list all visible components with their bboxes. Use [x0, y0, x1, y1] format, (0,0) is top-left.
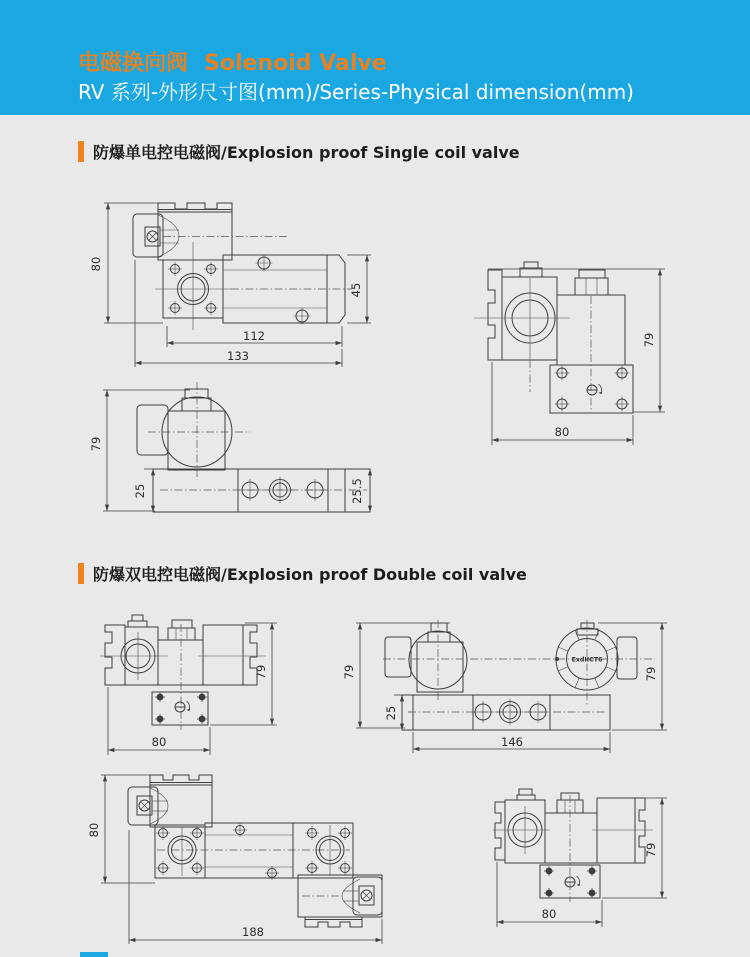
dim-label-80: 80: [541, 907, 557, 921]
section-header-single-coil: [78, 140, 520, 163]
coil-assembly-top-left: [128, 775, 212, 827]
dim-label-80: 80: [89, 256, 103, 272]
drawing-double-coil-end-view-bottom: [455, 780, 705, 932]
dim-width-146: [413, 732, 610, 753]
explosion-proof-marking: ExdIICT6: [571, 656, 603, 664]
section-accent-bar: [78, 141, 84, 162]
drawing-single-coil-end-view: [460, 240, 710, 470]
coil-right-explosion-proof: [555, 620, 637, 705]
page-header: [0, 0, 750, 115]
coil-top: [137, 382, 250, 480]
center-tube: [157, 823, 350, 880]
dim-label-45: 45: [349, 282, 363, 298]
dim-label-80: 80: [554, 425, 570, 439]
valve-body-right: [293, 823, 353, 878]
dim-label-188: 188: [242, 925, 264, 939]
dim-height-80: [89, 203, 163, 323]
drawing-double-coil-top-view: [342, 600, 695, 758]
dim-base-25: [384, 695, 410, 730]
dim-height-right-79: [598, 623, 667, 730]
valve-body-end: [545, 793, 653, 902]
valve-body-left: [155, 825, 205, 878]
section-title-double-coil: 防爆双电控电磁阀/Explosion proof Double coil valve: [93, 565, 527, 584]
dim-label-146: 146: [501, 735, 523, 749]
drawing-double-coil-end-view-top: [80, 610, 330, 760]
footer-accent-tab: [80, 952, 108, 957]
dim-label-79-right: 79: [644, 666, 658, 682]
mounting-plate-left: [105, 625, 125, 685]
coil-left: [385, 620, 467, 700]
dim-base-25: [133, 469, 163, 512]
mounting-plate-left: [495, 802, 505, 860]
section-title-single-coil: 防爆单电控电磁阀/Explosion proof Single coil valve: [93, 143, 520, 162]
page-title-cn: 电磁换向阀: [78, 51, 189, 76]
dim-width-80: [492, 362, 633, 445]
dim-label-79: 79: [642, 332, 656, 348]
drawing-single-coil-side-view: [60, 180, 400, 385]
dim-label-79-left: 79: [342, 664, 356, 680]
coil-front: [493, 789, 550, 863]
section-accent-bar: [78, 563, 84, 584]
dim-label-80: 80: [87, 822, 101, 838]
dim-label-112: 112: [243, 329, 265, 343]
coil-assembly: [133, 203, 288, 260]
page-subtitle: RV 系列-外形尺寸图(mm)/Series-Physical dimension(mm): [78, 80, 634, 104]
dim-label-79: 79: [254, 664, 268, 680]
manifold-base: [402, 695, 610, 730]
coil-assembly-bottom-right: [298, 875, 382, 927]
dim-label-25: 25: [133, 483, 147, 499]
drawing-single-coil-top-view: [60, 380, 400, 540]
dim-label-25-5: 25.5: [350, 478, 364, 504]
dim-width-133: [135, 260, 342, 367]
dim-label-25: 25: [384, 705, 398, 721]
dim-label-80: 80: [151, 735, 167, 749]
dim-coil-45: [347, 255, 371, 323]
dim-base-25-5: [350, 469, 370, 512]
base-plate: [550, 365, 633, 413]
manifold-base: [153, 469, 370, 512]
page-title-en: Solenoid Valve: [204, 51, 387, 76]
page-title: [78, 46, 387, 77]
dim-label-133: 133: [227, 349, 249, 363]
valve-body: [155, 242, 231, 330]
dim-height-80: [87, 775, 155, 883]
valve-body-end: [158, 620, 266, 730]
drawing-double-coil-side-view: [60, 760, 425, 950]
dim-label-79: 79: [644, 842, 658, 858]
solenoid-tube: [223, 255, 352, 325]
valve-body-end: [557, 270, 625, 410]
section-header-double-coil: [78, 562, 527, 585]
dim-label-79: 79: [89, 436, 103, 452]
mounting-plate-left: [488, 270, 502, 360]
base-plate: [152, 692, 208, 725]
dim-height-79: [488, 269, 665, 412]
